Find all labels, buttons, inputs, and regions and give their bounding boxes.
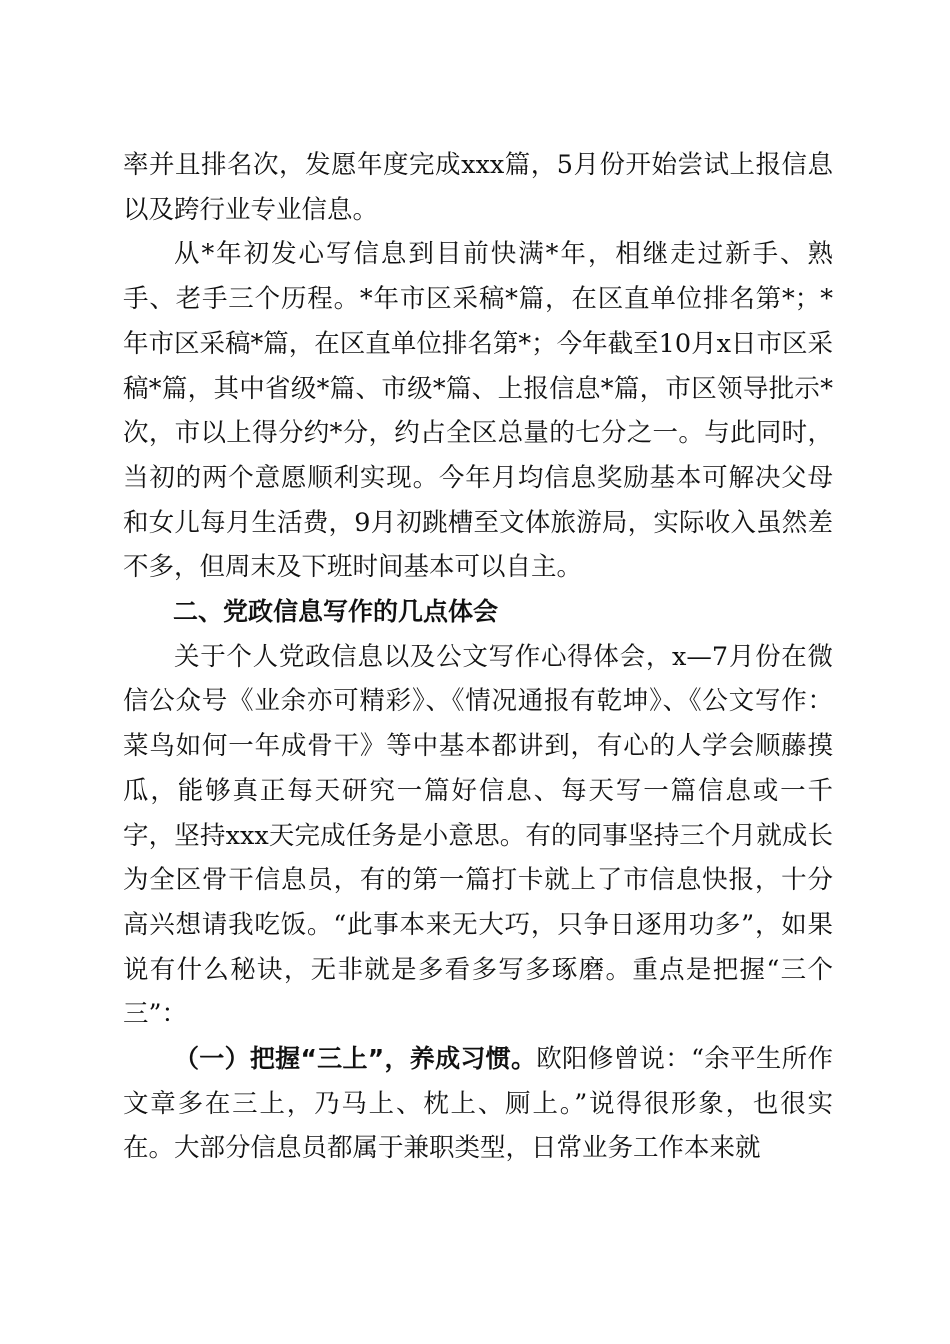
paragraph-continuation: 率并且排名次，发愿年度完成xxx篇，5月份开始尝试上报信息以及跨行业专业信息。 bbox=[123, 150, 833, 225]
paragraph-three-places bbox=[123, 1037, 833, 1171]
document-page bbox=[123, 143, 833, 1171]
paragraph-progress: 从*年初发心写信息到目前快满*年，相继走过新手、熟手、老手三个历程。*年市区采稿*篇，在区直单位排名第*；*年市区采稿*篇，在区直单位排名第*；今年截至10月x日市区采稿*篇，其中省级*篇、市级*篇、上报信息*篇，市区领导批示*次，市以上得分约*分，约占全区总量的七分之一。与此同时，当初的两个意愿顺利实现。今年月均信息奖励基本可解决父母和女儿每月生活费，9月初跳槽至文体旅游局，实际收入虽然差不多，但周末及下班时间基本可以自主。 bbox=[123, 239, 833, 583]
section-heading: 二、党政信息写作的几点体会 bbox=[173, 597, 499, 627]
subsection-heading: （一）把握“三上”，养成习惯。 bbox=[174, 1044, 537, 1074]
paragraph-experience: 关于个人党政信息以及公文写作心得体会，x—7月份在微信公众号《业余亦可精彩》、《情况通报有乾坤》、《公文写作：菜鸟如何一年成骨干》等中基本都讲到，有心的人学会顺藤摸瓜，能够真正每天研究一篇好信息、每天写一篇信息或一千字，坚持xxx天完成任务是小意思。有的同事坚持三个月就成长为全区骨干信息员，有的第一篇打卡就上了市信息快报，十分高兴想请我吃饭。“此事本来无大巧，只争日逐用功多”，如果说有什么秘诀，无非就是多看多写多琢磨。重点是把握“三个三”： bbox=[123, 641, 833, 1030]
paragraph-three-places-body: 欧阳修曾说：“余平生所作文章多在三上，乃马上、枕上、厕上。”说得很形象，也很实在。大部分信息员都属于兼职类型，日常业务工作本来就 bbox=[123, 1044, 833, 1164]
